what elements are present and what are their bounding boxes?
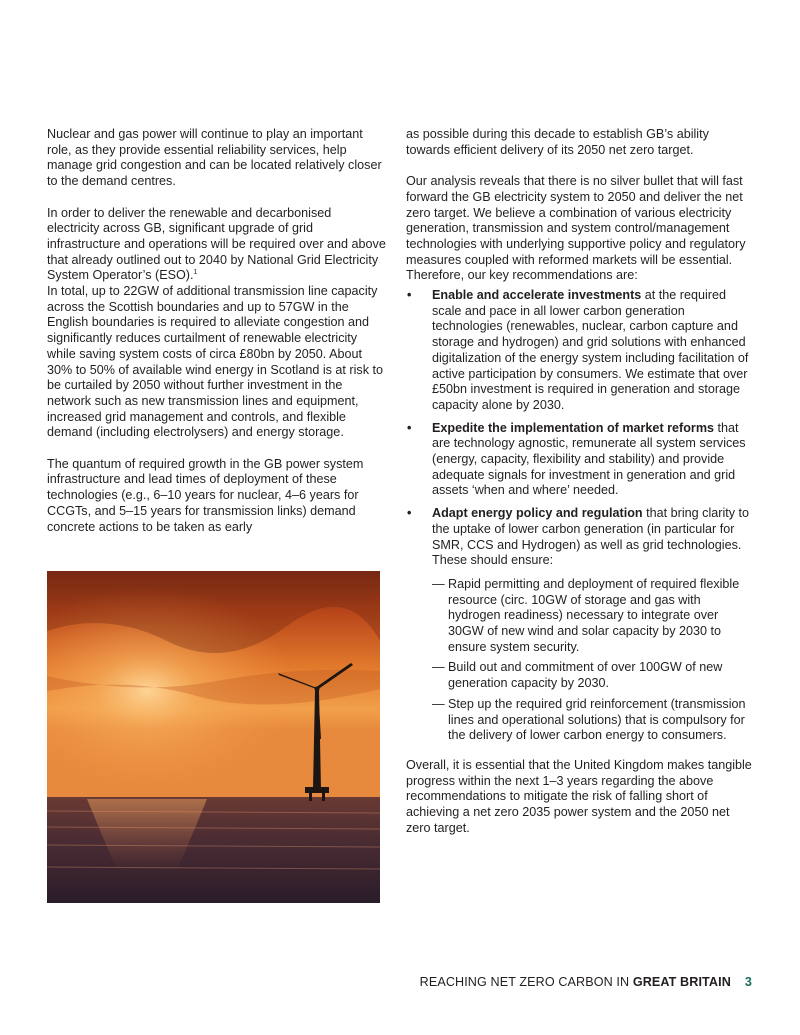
left-paragraph-2	[47, 206, 387, 442]
sub-item-text: Step up the required grid reinforcement (transmission lines and operational solutions) that is compulsory for the delivery of lower carbon energy to consumers.	[448, 696, 746, 743]
sub-item-text: Rapid permitting and deployment of required flexible resource (circ. 10GW of storage and gas with hydrogen readiness) necessary to integrate over 30GW of new wind and solar capacity by 2030 to ensure system security.	[448, 576, 740, 654]
page-footer	[420, 975, 752, 989]
left-paragraph-1: Nuclear and gas power will continue to play an important role, as they provide essential reliability services, help manage grid congestion and can be located relatively closer to the demand centres.	[47, 127, 382, 189]
offshore-wind-turbine-sunset-photo	[47, 571, 380, 903]
sub-item	[432, 697, 756, 744]
footnote-marker: 1	[193, 269, 198, 277]
recommendation-title: Enable and accelerate investments	[432, 288, 642, 303]
right-column	[406, 127, 756, 837]
bullet-marker: •	[407, 420, 412, 435]
dash-marker: —	[432, 696, 445, 711]
recommendation-text: that bring clarity to the uptake of lower carbon generation (in particular for SMR, CCS and Hydrogen) as well as grid technologies. These should ensure:	[432, 506, 750, 568]
left-paragraph-2-part-a: In order to deliver the renewable and decarbonised electricity across GB, significant upgrade of grid infrastructure and operations will be required over and above that already outlined out to 2040 by National Grid Electricity System Operator’s (ESO).	[47, 205, 386, 283]
recommendation-item	[406, 288, 756, 414]
sub-item-text: Build out and commitment of over 100GW of new generation capacity by 2030.	[448, 660, 723, 691]
bullet-marker: •	[407, 506, 412, 521]
left-paragraph-2-part-b: In total, up to 22GW of additional transmission line capacity across the Scottish boundaries and up to 57GW in the English boundaries is required to alleviate congestion and significantly reduces curtailment of renewable electricity while saving system costs of circa £80bn by 2050. About 30% to 50% of available wind energy in Scotland is at risk to be curtailed by 2050 without further investment in the network such as new transmission lines and equipment, increased grid management and controls, and flexible demand (including electrolysers) and energy storage.	[47, 284, 384, 440]
right-paragraph-3: Overall, it is essential that the United Kingdom makes tangible progress within the next 1–3 years regarding the above recommendations to mitigate the risk of falling short of achieving a net zero 2035 power system and the 2050 net zero target.	[406, 758, 752, 835]
recommendation-title: Expedite the implementation of market reforms	[432, 420, 715, 435]
left-paragraph-3: The quantum of required growth in the GB power system infrastructure and lead times of deployment of these technologies (e.g., 6–10 years for nuclear, 4–6 years for CCGTs, and 5–15 years for transmission links) demand concrete actions to be taken as early	[47, 456, 364, 534]
policy-sub-list	[432, 577, 756, 744]
bullet-marker: •	[407, 288, 412, 303]
footer-title: REACHING NET ZERO CARBON IN	[419, 975, 633, 989]
recommendation-item	[406, 421, 756, 500]
page-number: 3	[744, 975, 752, 989]
sub-item	[432, 577, 756, 656]
recommendation-text: at the required scale and pace in all lower carbon generation technologies (renewables, nuclear, carbon capture and storage and hydrogen) and grid solutions with enhanced digitalization of the energy system including facilitation of active participation by consumers. We estimate that over £50bn investment is required in generation and storage capacity alone by 2030.	[432, 288, 749, 412]
recommendation-text: that are technology agnostic, remunerate all system services (energy, capacity, flexibility and stability) and provide adequate signals for investment in generation and grid assets ‘when and where’ needed.	[432, 420, 746, 498]
right-paragraph-1: as possible during this decade to establish GB’s ability towards efficient delivery of its 2050 net zero target.	[406, 127, 709, 157]
sub-item	[432, 660, 756, 691]
right-paragraph-2: Our analysis reveals that there is no silver bullet that will fast forward the GB electricity system to 2050 and deliver the net zero target. We believe a combination of various electricity generation, transmission and system control/management technologies with underlying supportive policy and regulatory measures coupled with reformed markets will be essential. Therefore, our key recommendations are:	[406, 174, 746, 283]
dash-marker: —	[432, 576, 445, 591]
recommendation-item	[406, 506, 756, 744]
recommendation-title: Adapt energy policy and regulation	[432, 506, 643, 521]
footer-title-emphasis: GREAT BRITAIN	[632, 975, 731, 989]
recommendations-list	[406, 288, 756, 744]
dash-marker: —	[432, 660, 445, 675]
left-column	[47, 127, 387, 535]
